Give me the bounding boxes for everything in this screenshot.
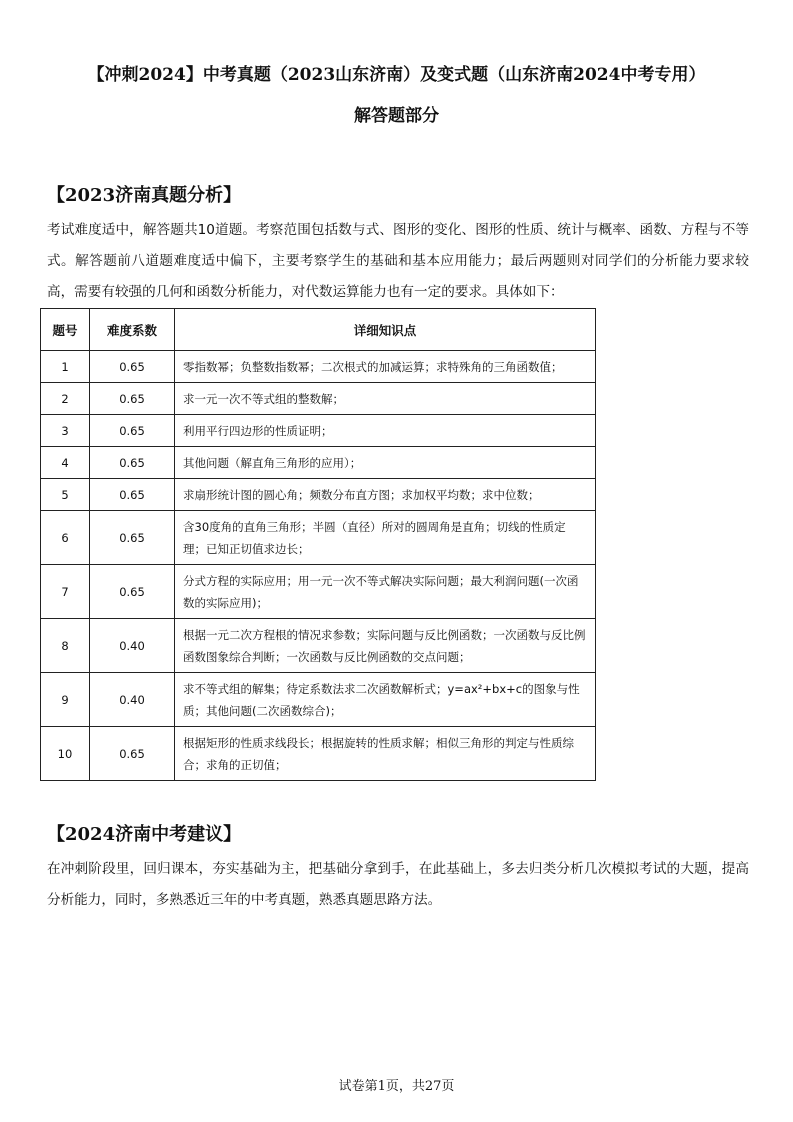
table-row <box>41 383 596 415</box>
cell-no: 4 <box>41 447 90 479</box>
cell-no: 7 <box>41 565 90 619</box>
cell-knowledge: 分式方程的实际应用；用一元一次不等式解决实际问题；最大利润问题(一次函数的实际应用)； <box>175 565 596 619</box>
cell-no: 2 <box>41 383 90 415</box>
knowledge-table <box>40 308 596 781</box>
cell-knowledge: 求扇形统计图的圆心角；频数分布直方图；求加权平均数；求中位数； <box>175 479 596 511</box>
table-row <box>41 351 596 383</box>
table-row <box>41 511 596 565</box>
cell-knowledge: 根据矩形的性质求线段长；根据旋转的性质求解；相似三角形的判定与性质综合；求角的正切值； <box>175 727 596 781</box>
table-row <box>41 447 596 479</box>
cell-difficulty: 0.40 <box>90 619 175 673</box>
cell-difficulty: 0.65 <box>90 447 175 479</box>
cell-knowledge: 根据一元二次方程根的情况求参数；实际问题与反比例函数；一次函数与反比例函数图象综合判断；一次函数与反比例函数的交点问题； <box>175 619 596 673</box>
document-title: 【冲刺2024】中考真题（2023山东济南）及变式题（山东济南2024中考专用） <box>87 65 706 85</box>
header-difficulty: 难度系数 <box>90 309 175 351</box>
cell-no: 1 <box>41 351 90 383</box>
cell-difficulty: 0.65 <box>90 727 175 781</box>
advice-paragraph: 在冲刺阶段里，回归课本，夯实基础为主，把基础分拿到手，在此基础上，多去归类分析几次模拟考试的大题，提高分析能力，同时，多熟悉近三年的中考真题，熟悉真题思路方法。 <box>47 861 749 908</box>
table-row <box>41 479 596 511</box>
cell-difficulty: 0.65 <box>90 351 175 383</box>
cell-difficulty: 0.65 <box>90 565 175 619</box>
cell-difficulty: 0.40 <box>90 673 175 727</box>
header-knowledge: 详细知识点 <box>175 309 596 351</box>
table-row <box>41 727 596 781</box>
cell-difficulty: 0.65 <box>90 383 175 415</box>
cell-difficulty: 0.65 <box>90 511 175 565</box>
table-row <box>41 565 596 619</box>
analysis-paragraph: 考试难度适中，解答题共10道题。考察范围包括数与式、图形的变化、图形的性质、统计与概率、函数、方程与不等式。解答题前八道题难度适中偏下，主要考察学生的基础和基本应用能力；最后两题则对同学们的分析能力要求较高，需要有较强的几何和函数分析能力，对代数运算能力也有一定的要求。具体如下： <box>47 222 749 300</box>
header-no: 题号 <box>41 309 90 351</box>
table-row <box>41 415 596 447</box>
cell-no: 8 <box>41 619 90 673</box>
cell-difficulty: 0.65 <box>90 479 175 511</box>
page-footer: 试卷第1页，共27页 <box>338 1079 455 1094</box>
cell-no: 6 <box>41 511 90 565</box>
table-row <box>41 673 596 727</box>
table-header-row <box>41 309 596 351</box>
cell-difficulty: 0.65 <box>90 415 175 447</box>
cell-knowledge: 求不等式组的解集；待定系数法求二次函数解析式；y=ax²+bx+c的图象与性质；其他问题(二次函数综合)； <box>175 673 596 727</box>
table-row <box>41 619 596 673</box>
cell-knowledge: 求一元一次不等式组的整数解； <box>175 383 596 415</box>
document-subtitle: 解答题部分 <box>354 106 439 126</box>
cell-no: 5 <box>41 479 90 511</box>
cell-knowledge: 其他问题（解直角三角形的应用）； <box>175 447 596 479</box>
section-heading-analysis: 【2023济南真题分析】 <box>47 185 242 206</box>
cell-no: 3 <box>41 415 90 447</box>
cell-knowledge: 含30度角的直角三角形；半圆（直径）所对的圆周角是直角；切线的性质定理；已知正切值求边长； <box>175 511 596 565</box>
cell-knowledge: 利用平行四边形的性质证明； <box>175 415 596 447</box>
section-heading-advice: 【2024济南中考建议】 <box>47 824 242 845</box>
cell-no: 10 <box>41 727 90 781</box>
cell-no: 9 <box>41 673 90 727</box>
cell-knowledge: 零指数幂；负整数指数幂；二次根式的加减运算；求特殊角的三角函数值； <box>175 351 596 383</box>
